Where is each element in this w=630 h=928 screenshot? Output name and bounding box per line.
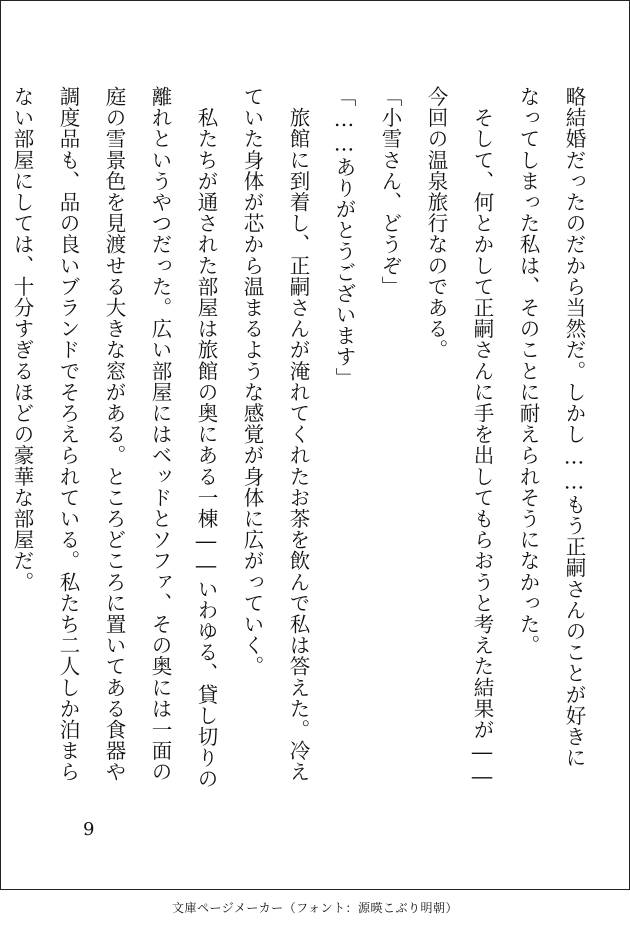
- text-line: 略結婚だったのだから当然だ。しかし……もう正嗣さんのことが好きに: [562, 86, 586, 769]
- text-line: 「小雪さん、どうぞ」: [378, 86, 402, 297]
- page-number: 9: [83, 819, 95, 840]
- text-line: そして、何とかして正嗣さんに手を出してもらおうと考えた結果が――: [470, 86, 494, 790]
- text-line: 庭の雪景色を見渡せる大きな窓がある。ところどころに置いてある食器や: [102, 86, 126, 783]
- text-line: なってしまった私は、そのことに耐えられそうになかった。: [516, 86, 540, 656]
- footer-caption: 文庫ページメーカー（フォント：源暎こぶり明朝）: [171, 901, 459, 915]
- text-line: 調度品も、品の良いブランドでそろえられている。私たち二人しか泊まら: [56, 86, 80, 783]
- text-line: 「……ありがとうございます」: [332, 86, 356, 389]
- text-line: 旅館に到着し、正嗣さんが淹れてくれたお茶を飲んで私は答えた。冷え: [286, 86, 310, 783]
- text-line: 今回の温泉旅行なのである。: [424, 86, 448, 361]
- text-line: 私たちが通された部屋は旅館の奥にある一棟――いわゆる、貸し切りの: [194, 86, 218, 790]
- body-text: [0, 86, 597, 806]
- text-line: 離れというやつだった。広い部屋にはベッドとソファ、その奥には一面の: [148, 86, 172, 783]
- text-line: ない部屋にしては、十分すぎるほどの豪華な部屋だ。: [10, 86, 34, 593]
- text-line: ていた身体が芯から温まるような感覚が身体に広がっていく。: [240, 86, 264, 677]
